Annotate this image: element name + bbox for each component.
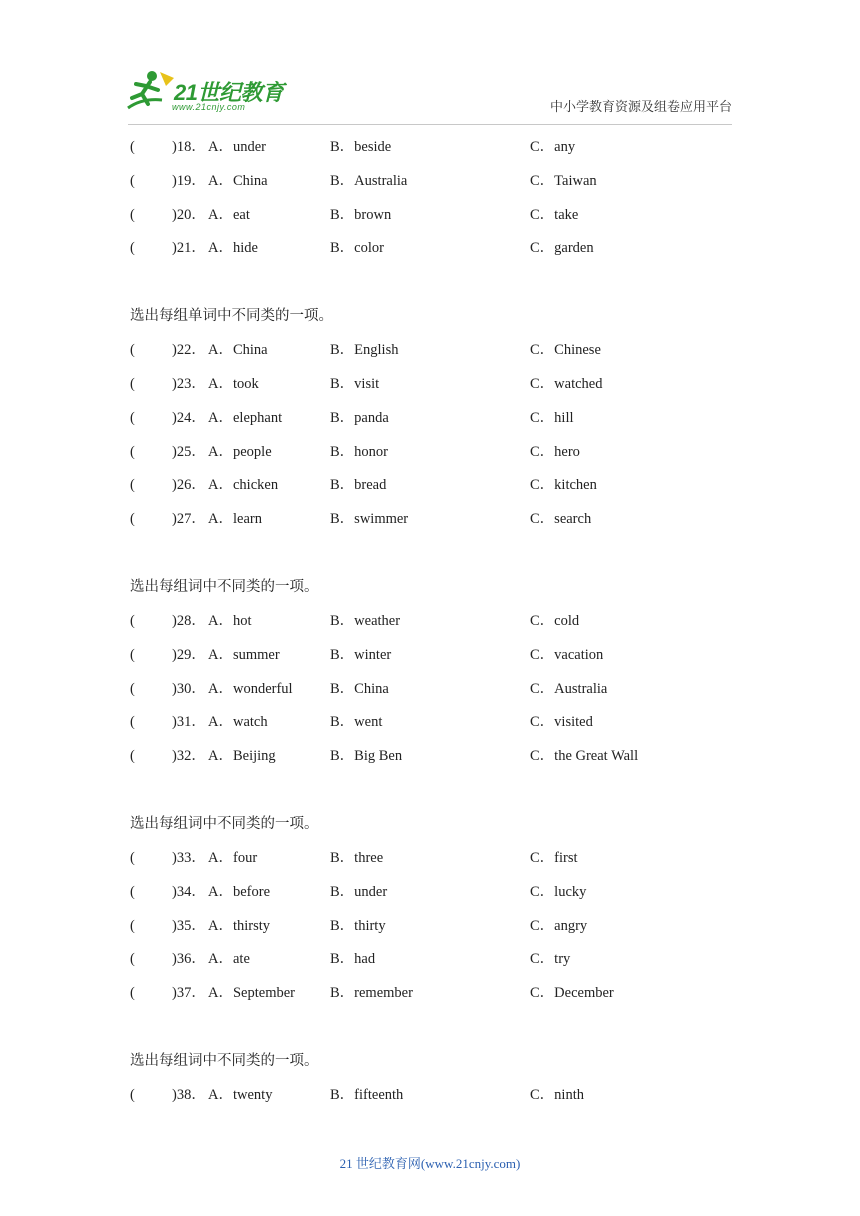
- option-b: B．brown: [330, 206, 392, 223]
- page-header: [0, 0, 860, 130]
- option-c: C．the Great Wall: [530, 748, 639, 765]
- question-row: [130, 508, 750, 542]
- answer-blank-open[interactable]: (: [130, 748, 135, 765]
- question-row: [130, 982, 750, 1016]
- option-c: C．garden: [530, 240, 594, 257]
- option-c: C．take: [530, 206, 579, 223]
- option-c: C．kitchen: [530, 477, 597, 494]
- option-c: C．ninth: [530, 1086, 584, 1103]
- answer-blank-open[interactable]: (: [130, 139, 135, 155]
- section-instruction: 选出每组词中不同类的一项。: [130, 815, 319, 832]
- option-a: A．ate: [208, 951, 250, 968]
- answer-blank-open[interactable]: (: [130, 985, 135, 1002]
- header-divider: [128, 124, 732, 125]
- answer-blank-open[interactable]: (: [130, 477, 135, 494]
- option-a: A．took: [208, 375, 259, 392]
- question-number: )24．: [172, 409, 206, 426]
- question-number: )28．: [172, 612, 206, 629]
- question-row: [130, 237, 750, 271]
- option-c: C．search: [530, 511, 592, 528]
- answer-blank-open[interactable]: (: [130, 206, 135, 223]
- option-c: C．visited: [530, 714, 593, 731]
- question-row: [130, 610, 750, 644]
- option-a: A．China: [208, 342, 268, 359]
- logo-url: www.21cnjy.com: [172, 102, 246, 112]
- option-a: A．watch: [208, 714, 268, 731]
- section-instruction: 选出每组单词中不同类的一项。: [130, 308, 333, 325]
- option-c: C．watched: [530, 375, 603, 392]
- option-a: A．learn: [208, 511, 262, 528]
- option-b: B．fifteenth: [330, 1086, 404, 1103]
- option-a: A．China: [208, 172, 268, 189]
- option-b: B．color: [330, 240, 384, 257]
- option-c: C．December: [530, 985, 614, 1002]
- question-number: )33．: [172, 849, 206, 866]
- question-number: )21．: [172, 240, 206, 257]
- answer-blank-open[interactable]: (: [130, 240, 135, 257]
- option-c: C．Chinese: [530, 342, 601, 359]
- option-a: A．summer: [208, 646, 280, 663]
- question-row: [130, 644, 750, 678]
- answer-blank-open[interactable]: (: [130, 409, 135, 426]
- question-row: [130, 745, 750, 779]
- option-a: A．thirsty: [208, 917, 271, 934]
- option-a: A．hot: [208, 612, 252, 629]
- option-c: C．hero: [530, 443, 580, 460]
- question-row: [130, 441, 750, 475]
- question-row: [130, 915, 750, 949]
- option-b: B．weather: [330, 612, 401, 629]
- option-c: C．lucky: [530, 883, 587, 900]
- option-c: C．vacation: [530, 646, 604, 663]
- option-a: A．twenty: [208, 1086, 273, 1103]
- option-c: C．cold: [530, 612, 580, 629]
- question-number: )37．: [172, 985, 206, 1002]
- option-b: B．had: [330, 951, 376, 968]
- question-number: )18．: [172, 139, 206, 155]
- answer-blank-open[interactable]: (: [130, 1086, 135, 1103]
- question-row: [130, 948, 750, 982]
- question-row: [130, 373, 750, 407]
- question-number: )30．: [172, 680, 206, 697]
- option-c: C．hill: [530, 409, 574, 426]
- option-b: B．Big Ben: [330, 748, 403, 765]
- question-row: [130, 1084, 750, 1118]
- question-number: )32．: [172, 748, 206, 765]
- runner-logo-icon: [122, 68, 178, 114]
- option-b: B．swimmer: [330, 511, 409, 528]
- question-number: )20．: [172, 206, 206, 223]
- option-b: B．bread: [330, 477, 387, 494]
- option-b: B．went: [330, 714, 383, 731]
- option-a: A．before: [208, 883, 271, 900]
- question-number: )19．: [172, 172, 206, 189]
- answer-blank-open[interactable]: (: [130, 342, 135, 359]
- answer-blank-open[interactable]: (: [130, 646, 135, 663]
- option-a: A．hide: [208, 240, 258, 257]
- option-a: A．people: [208, 443, 272, 460]
- logo: [122, 68, 292, 116]
- answer-blank-open[interactable]: (: [130, 612, 135, 629]
- option-a: A．under: [208, 139, 266, 155]
- option-b: B．remember: [330, 985, 413, 1002]
- option-b: B．Australia: [330, 172, 408, 189]
- answer-blank-open[interactable]: (: [130, 883, 135, 900]
- option-a: A．Beijing: [208, 748, 276, 765]
- option-a: A．four: [208, 849, 258, 866]
- answer-blank-open[interactable]: (: [130, 917, 135, 934]
- answer-blank-open[interactable]: (: [130, 849, 135, 866]
- answer-blank-open[interactable]: (: [130, 951, 135, 968]
- answer-blank-open[interactable]: (: [130, 172, 135, 189]
- question-row: [130, 407, 750, 441]
- question-row: [130, 678, 750, 712]
- answer-blank-open[interactable]: (: [130, 680, 135, 697]
- option-c: C．angry: [530, 917, 588, 934]
- question-row: [130, 881, 750, 915]
- question-number: )38．: [172, 1086, 206, 1103]
- question-number: )35．: [172, 917, 206, 934]
- question-number: )31．: [172, 714, 206, 731]
- platform-title: 中小学教育资源及组卷应用平台: [549, 100, 732, 115]
- option-b: B．beside: [330, 139, 392, 155]
- page-footer: 21 世纪教育网(www.21cnjy.com): [339, 1156, 521, 1171]
- option-b: B．thirty: [330, 917, 386, 934]
- question-number: )29．: [172, 646, 206, 663]
- section-instruction: 选出每组词中不同类的一项。: [130, 1052, 319, 1069]
- question-list: [130, 136, 750, 1118]
- option-c: C．try: [530, 951, 571, 968]
- option-b: B．three: [330, 849, 384, 866]
- question-row: [130, 847, 750, 881]
- question-number: )23．: [172, 375, 206, 392]
- question-row: [130, 339, 750, 373]
- answer-blank-open[interactable]: (: [130, 714, 135, 731]
- section-instruction: 选出每组词中不同类的一项。: [130, 578, 319, 595]
- option-b: B．visit: [330, 375, 380, 392]
- question-row: [130, 474, 750, 508]
- logo-text: 21世纪教育: [174, 80, 284, 105]
- option-b: B．under: [330, 883, 388, 900]
- question-number: )36．: [172, 951, 206, 968]
- answer-blank-open[interactable]: (: [130, 511, 135, 528]
- option-a: A．chicken: [208, 477, 279, 494]
- question-number: )26．: [172, 477, 206, 494]
- option-b: B．winter: [330, 646, 392, 663]
- option-b: B．English: [330, 342, 399, 359]
- option-a: A．wonderful: [208, 680, 293, 697]
- answer-blank-open[interactable]: (: [130, 443, 135, 460]
- option-c: C．Australia: [530, 680, 608, 697]
- option-c: C．any: [530, 139, 576, 155]
- question-row: [130, 136, 750, 170]
- option-a: A．elephant: [208, 409, 283, 426]
- question-row: [130, 711, 750, 745]
- option-a: A．eat: [208, 206, 250, 223]
- question-number: )34．: [172, 883, 206, 900]
- question-row: [130, 204, 750, 238]
- option-b: B．panda: [330, 409, 389, 426]
- option-a: A．September: [208, 985, 295, 1002]
- answer-blank-open[interactable]: (: [130, 375, 135, 392]
- option-c: C．Taiwan: [530, 172, 597, 189]
- option-c: C．first: [530, 849, 578, 866]
- question-number: )27．: [172, 511, 206, 528]
- option-b: B．honor: [330, 443, 389, 460]
- option-b: B．China: [330, 680, 389, 697]
- question-number: )22．: [172, 342, 206, 359]
- question-row: [130, 170, 750, 204]
- question-number: )25．: [172, 443, 206, 460]
